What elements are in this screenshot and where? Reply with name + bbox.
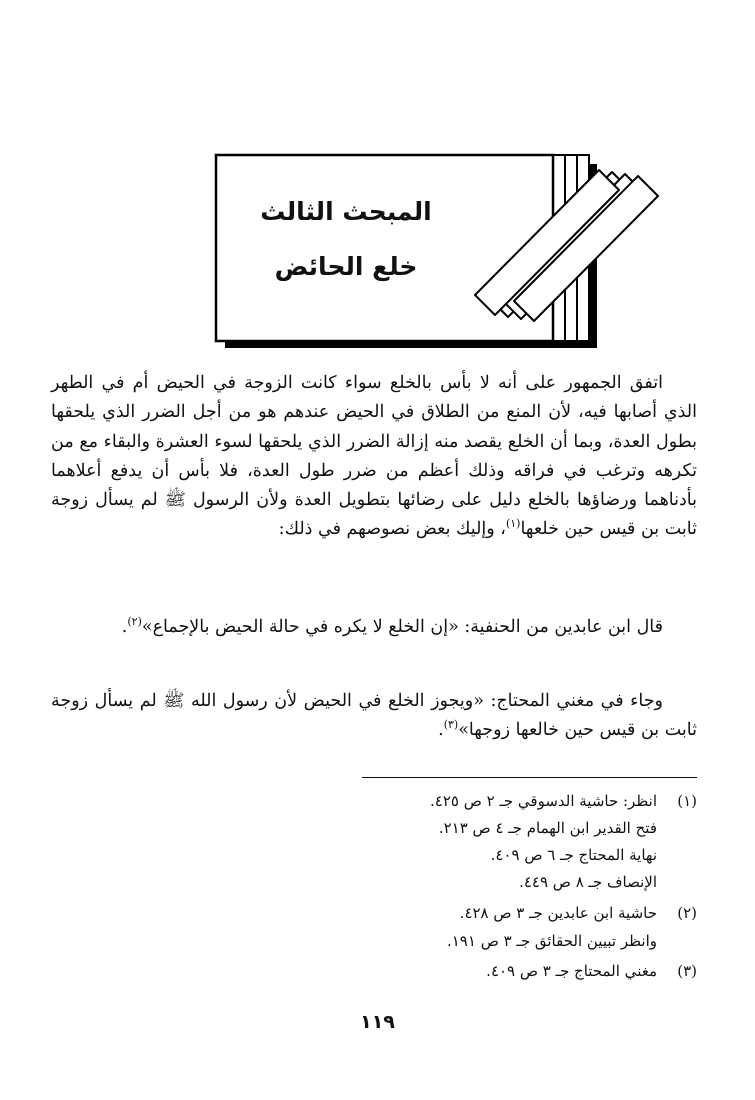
body-paragraph (51, 613, 697, 642)
paragraph-text: قال ابن عابدين من الحنفية: «إن الخلع لا يكره في حالة الحيض بالإجماع» (141, 617, 663, 637)
footnote-item (297, 788, 697, 814)
title-box-frame (216, 155, 553, 341)
footnote-text: انظر: حاشية الدسوقي جـ ٢ ص ٤٢٥. (430, 792, 657, 810)
footnote-ref[interactable]: (٢) (127, 615, 142, 629)
footnote-number: (١) (677, 792, 697, 810)
body-paragraph (51, 687, 697, 746)
footnote-ref[interactable]: (٣) (443, 718, 459, 732)
footnote-line: نهاية المحتاج جـ ٦ ص ٤٠٩. (490, 846, 657, 864)
footnote-item (297, 900, 697, 926)
footnote-line: وانظر تبيين الحقائق جـ ٣ ص ١٩١. (446, 932, 657, 950)
paragraph-tail: . (438, 720, 444, 741)
footnote-ref[interactable]: (١) (505, 517, 521, 531)
footnote-line: الإنصاف جـ ٨ ص ٤٤٩. (519, 873, 657, 891)
page-number: ١١٩ (360, 1011, 395, 1033)
chapter-title-box (0, 0, 755, 360)
footnote-number: (٣) (677, 962, 697, 980)
paragraph-tail: ، وإليك بعض نصوصهم في ذلك: (278, 519, 506, 540)
paragraph-text: وجاء في مغني المحتاج: «ويجوز الخلع في الحيض لأن رسول الله ﷺ لم يسأل زوجة ثابت بن قيس حين خالعها زوجها» (51, 691, 697, 741)
chapter-subtitle: خلع الحائض (274, 252, 418, 281)
paragraph-text: اتفق الجمهور على أنه لا بأس بالخلع سواء كانت الزوجة في الحيض أم في الطهر الذي أصابها فيه، لأن المنع من الطلاق في الحيض عندهم هو من أجل الضرر الذي يلحقها بطول العدة، وبما أن الخلع يقصد منه إزالة الضرر الذي يلحقها لسوء العشرة والبقاء مع من تكرهه وترغب في فراقه وذلك أعظم من ضرر طول العدة، فلا بأس أن يدفع أعلاهما بأدناهما ورضاؤها بالخلع دليل على رضائها بتطويل العدة ولأن الرسول ﷺ لم يسأل زوجة ثابت بن قيس حين خلعها (51, 373, 697, 540)
footnote-separator (362, 777, 697, 778)
paragraph-tail: . (121, 617, 128, 637)
footnote-line: فتح القدير ابن الهمام جـ ٤ ص ٢١٣. (438, 819, 657, 837)
chapter-title: المبحث الثالث (260, 197, 432, 226)
footnote-text: مغني المحتاج جـ ٣ ص ٤٠٩. (486, 962, 657, 980)
footnote-text: حاشية ابن عابدين جـ ٣ ص ٤٢٨. (459, 904, 657, 922)
body-paragraph (51, 369, 697, 545)
footnote-item (297, 958, 697, 984)
footnote-number: (٢) (677, 904, 697, 922)
